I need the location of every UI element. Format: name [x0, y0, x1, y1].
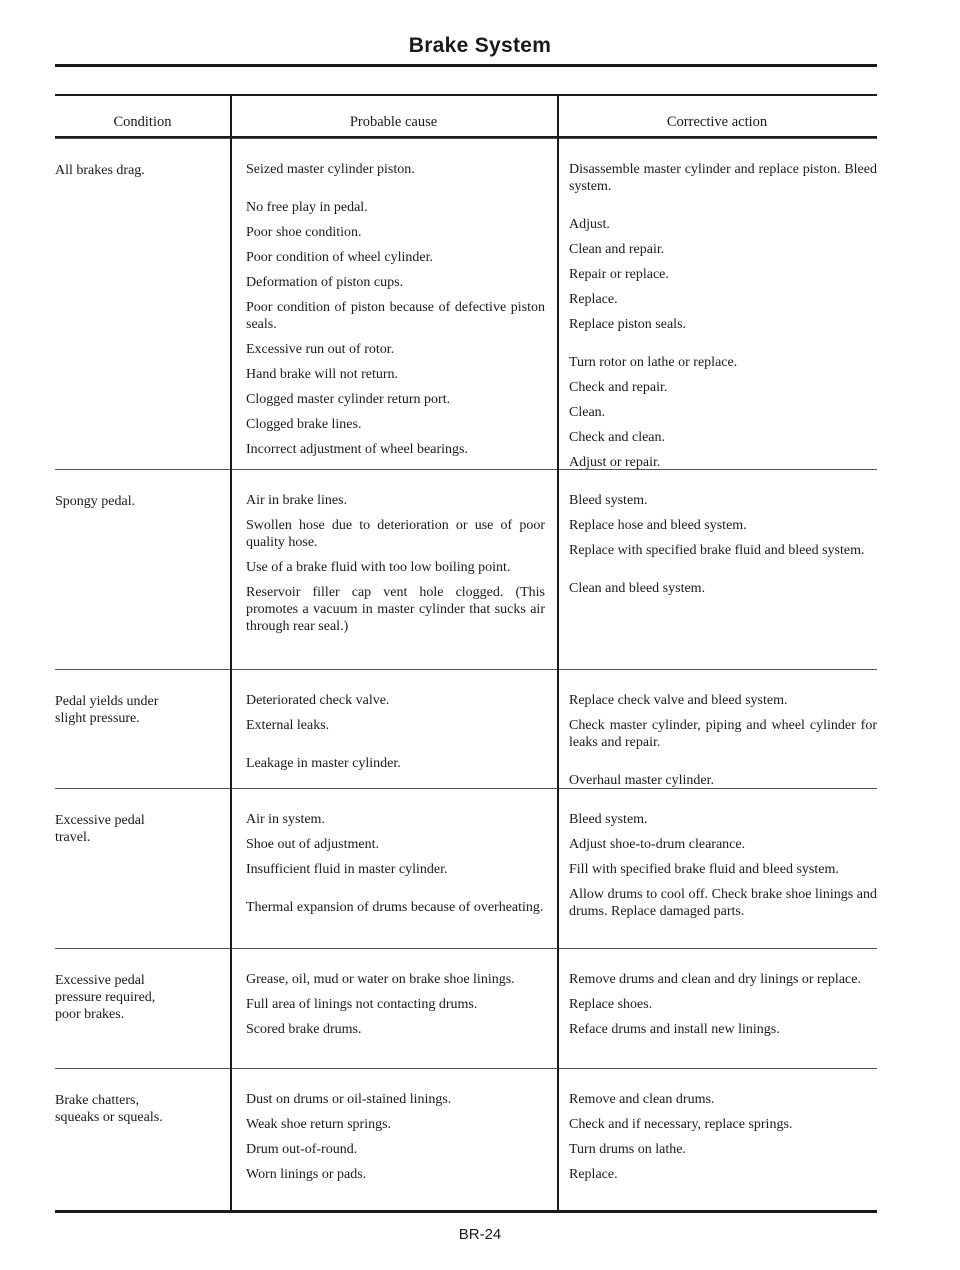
corrective-action: Turn rotor on lathe or replace. — [569, 355, 738, 370]
probable-cause: Deformation of piston cups. — [246, 275, 404, 290]
probable-cause: Reservoir filler cap vent hole clogged. (This promotes a vacuum in master cylinder that sucks air through rear seal.) — [246, 585, 545, 634]
corrective-action: Turn drums on lathe. — [569, 1142, 686, 1157]
corrective-action-cell — [557, 1068, 877, 1210]
condition-cell — [55, 138, 230, 469]
corrective-action: Remove drums and clean and dry linings or replace. — [569, 972, 861, 987]
probable-cause: Incorrect adjustment of wheel bearings. — [246, 442, 468, 457]
probable-cause: Thermal expansion of drums because of overheating. — [246, 900, 544, 915]
probable-cause-cell — [230, 469, 557, 669]
corrective-action: Check and repair. — [569, 380, 668, 395]
column-header-corrective-action: Corrective action — [557, 94, 877, 138]
corrective-action-cell — [557, 669, 877, 788]
corrective-action: Reface drums and install new linings. — [569, 1022, 780, 1037]
corrective-action: Disassemble master cylinder and replace piston. Bleed system. — [569, 162, 877, 194]
corrective-action: Allow drums to cool off. Check brake shoe linings and drums. Replace damaged parts. — [569, 887, 877, 919]
probable-cause: Scored brake drums. — [246, 1022, 362, 1037]
corrective-action: Replace check valve and bleed system. — [569, 693, 788, 708]
probable-cause: Insufficient fluid in master cylinder. — [246, 862, 448, 877]
probable-cause: Weak shoe return springs. — [246, 1117, 392, 1132]
corrective-action: Adjust. — [569, 217, 610, 232]
probable-cause: Grease, oil, mud or water on brake shoe linings. — [246, 972, 515, 987]
probable-cause-cell — [230, 788, 557, 948]
condition-cell — [55, 1068, 230, 1210]
probable-cause: Use of a brake fluid with too low boiling point. — [246, 560, 511, 575]
corrective-action: Replace. — [569, 1167, 618, 1182]
corrective-action: Check and clean. — [569, 430, 666, 445]
probable-cause-cell — [230, 138, 557, 469]
condition-text: poor brakes. — [55, 1007, 125, 1022]
corrective-action-cell — [557, 469, 877, 669]
corrective-action: Replace with specified brake fluid and bleed system. — [569, 543, 865, 558]
troubleshooting-table — [55, 94, 877, 1210]
page-title: Brake System — [408, 34, 552, 57]
probable-cause: Shoe out of adjustment. — [246, 837, 379, 852]
corrective-action-cell — [557, 788, 877, 948]
probable-cause: Poor condition of piston because of defective piston seals. — [246, 300, 545, 332]
probable-cause: Worn linings or pads. — [246, 1167, 367, 1182]
probable-cause: Poor shoe condition. — [246, 225, 362, 240]
condition-cell — [55, 948, 230, 1068]
corrective-action: Replace. — [569, 292, 618, 307]
column-header-condition: Condition — [55, 94, 230, 138]
corrective-action: Overhaul master cylinder. — [569, 773, 715, 788]
probable-cause: Leakage in master cylinder. — [246, 756, 401, 771]
probable-cause: Hand brake will not return. — [246, 367, 399, 382]
condition-text: travel. — [55, 830, 91, 845]
corrective-action: Remove and clean drums. — [569, 1092, 715, 1107]
condition-text: Spongy pedal. — [55, 494, 136, 509]
probable-cause-cell — [230, 669, 557, 788]
corrective-action: Clean. — [569, 405, 606, 420]
condition-cell — [55, 788, 230, 948]
corrective-action: Bleed system. — [569, 493, 648, 508]
probable-cause: Clogged master cylinder return port. — [246, 392, 451, 407]
footer-rule — [55, 1210, 877, 1213]
corrective-action: Replace hose and bleed system. — [569, 518, 747, 533]
corrective-action: Bleed system. — [569, 812, 648, 827]
condition-text: Brake chatters, — [55, 1093, 139, 1108]
probable-cause: Excessive run out of rotor. — [246, 342, 395, 357]
corrective-action: Fill with specified brake fluid and bleed system. — [569, 862, 839, 877]
probable-cause: No free play in pedal. — [246, 200, 368, 215]
condition-text: All brakes drag. — [55, 163, 145, 178]
probable-cause-cell — [230, 1068, 557, 1210]
probable-cause: Air in system. — [246, 812, 325, 827]
probable-cause: Deteriorated check valve. — [246, 693, 390, 708]
probable-cause: Drum out-of-round. — [246, 1142, 358, 1157]
probable-cause: Air in brake lines. — [246, 493, 348, 508]
probable-cause-cell — [230, 948, 557, 1068]
condition-text: slight pressure. — [55, 711, 140, 726]
corrective-action: Check master cylinder, piping and wheel cylinder for leaks and repair. — [569, 718, 877, 750]
corrective-action: Clean and repair. — [569, 242, 665, 257]
page-number: BR-24 — [458, 1226, 502, 1243]
condition-text: squeaks or squeals. — [55, 1110, 163, 1125]
probable-cause: Dust on drums or oil-stained linings. — [246, 1092, 452, 1107]
corrective-action: Check and if necessary, replace springs. — [569, 1117, 793, 1132]
corrective-action: Adjust or repair. — [569, 455, 661, 470]
condition-text: pressure required, — [55, 990, 156, 1005]
column-header-probable-cause: Probable cause — [230, 94, 557, 138]
probable-cause: Swollen hose due to deterioration or use of poor quality hose. — [246, 518, 545, 550]
probable-cause: Poor condition of wheel cylinder. — [246, 250, 434, 265]
condition-cell — [55, 469, 230, 669]
probable-cause: External leaks. — [246, 718, 330, 733]
column-divider — [557, 94, 559, 1210]
corrective-action: Replace shoes. — [569, 997, 653, 1012]
probable-cause: Clogged brake lines. — [246, 417, 362, 432]
corrective-action-cell — [557, 948, 877, 1068]
condition-text: Pedal yields under — [55, 694, 159, 709]
corrective-action: Repair or replace. — [569, 267, 669, 282]
corrective-action: Clean and bleed system. — [569, 581, 706, 596]
condition-cell — [55, 669, 230, 788]
condition-text: Excessive pedal — [55, 813, 145, 828]
corrective-action: Adjust shoe-to-drum clearance. — [569, 837, 746, 852]
probable-cause: Full area of linings not contacting drums. — [246, 997, 478, 1012]
header-rule — [55, 64, 877, 67]
condition-text: Excessive pedal — [55, 973, 145, 988]
column-divider — [230, 94, 232, 1210]
probable-cause: Seized master cylinder piston. — [246, 162, 415, 177]
corrective-action-cell — [557, 138, 877, 469]
corrective-action: Replace piston seals. — [569, 317, 687, 332]
